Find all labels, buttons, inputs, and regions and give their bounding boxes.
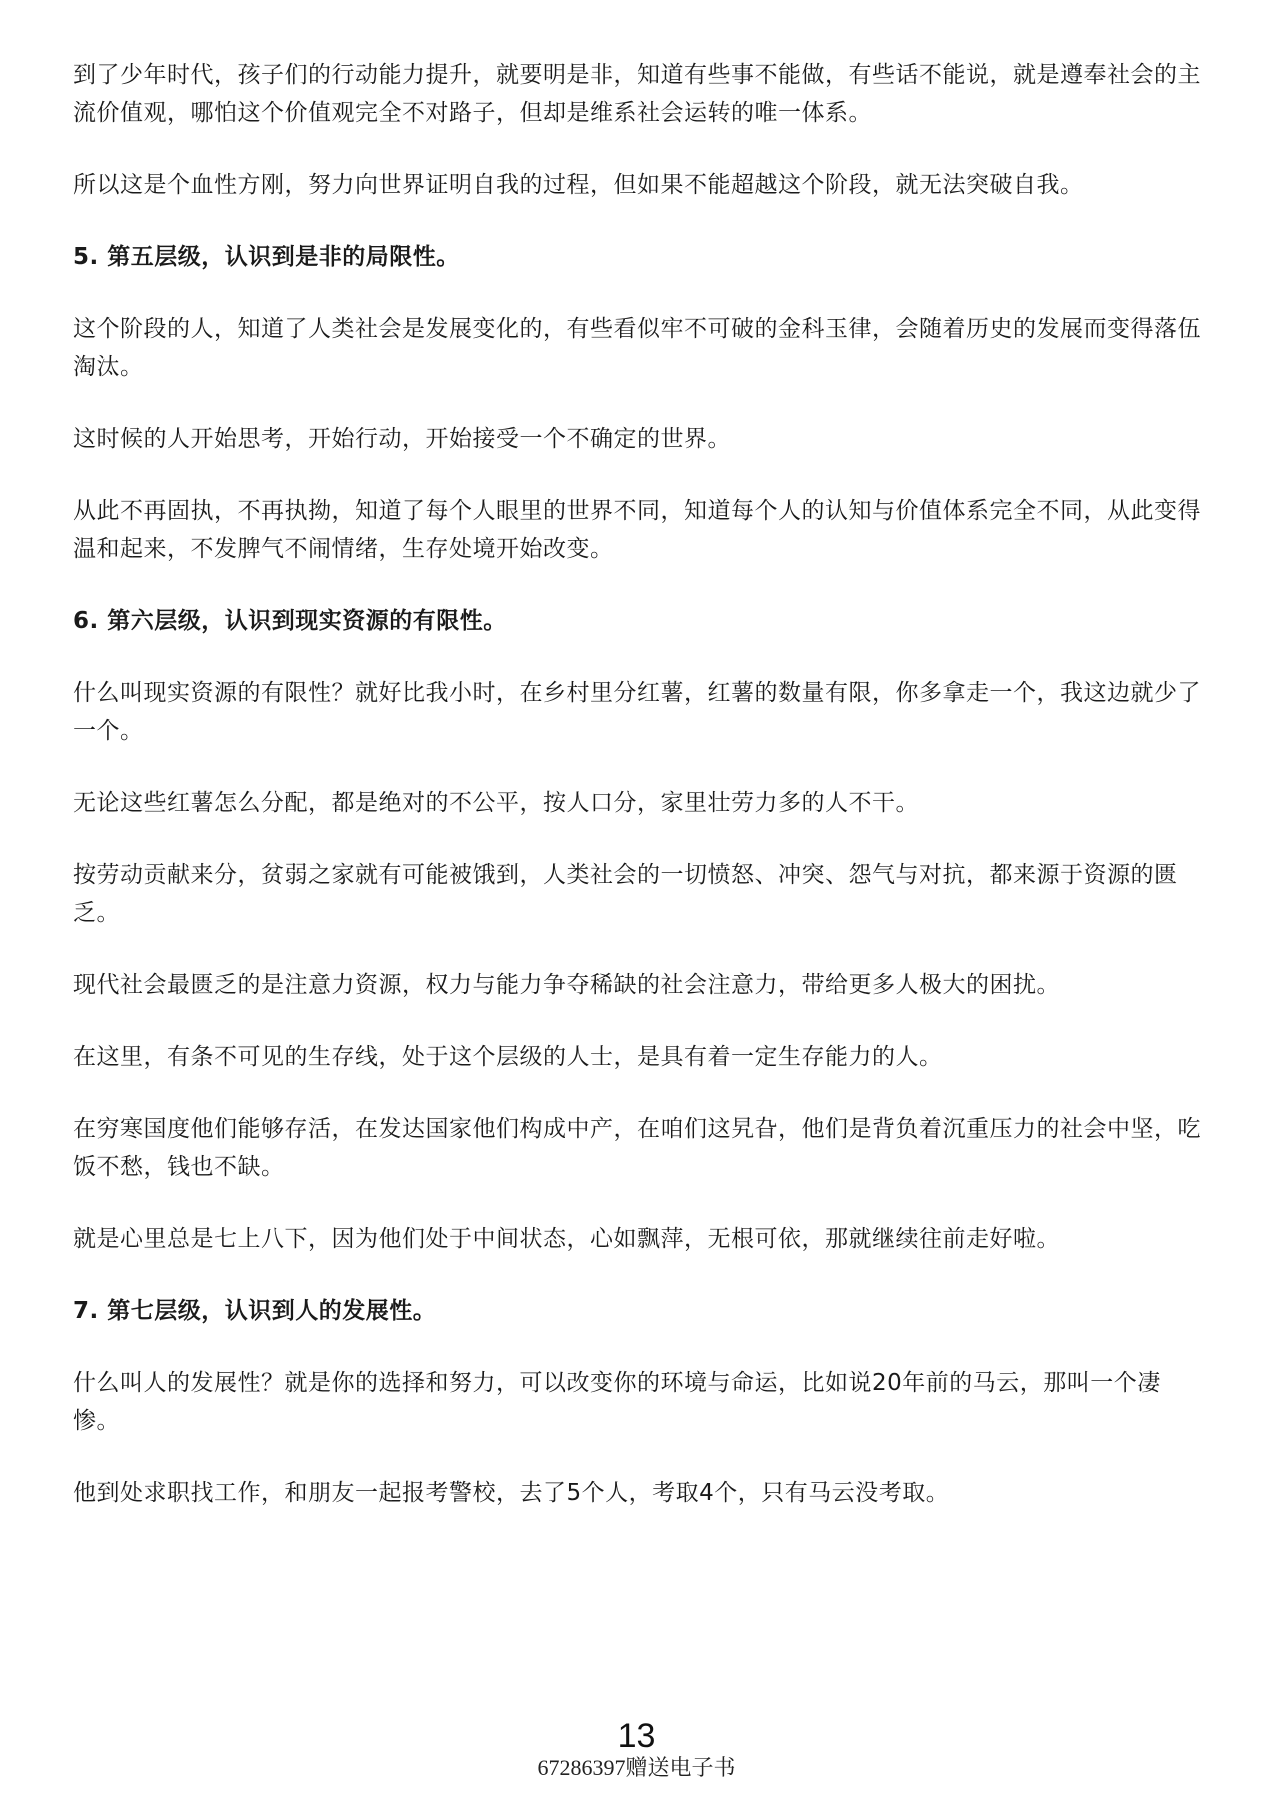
paragraph: 这个阶段的人，知道了人类社会是发展变化的，有些看似牢不可破的金科玉律，会随着历史的发展而变得落伍淘汰。 bbox=[73, 316, 1201, 380]
paragraph: 这时候的人开始思考，开始行动，开始接受一个不确定的世界。 bbox=[73, 426, 731, 452]
paragraph: 按劳动贡献来分，贫弱之家就有可能被饿到，人类社会的一切愤怒、冲突、怨气与对抗，都来源于资源的匮乏。 bbox=[73, 862, 1178, 926]
paragraph: 在穷寒国度他们能够存活，在发达国家他们构成中产，在咱们这旯旮，他们是背负着沉重压力的社会中坚，吃饭不愁，钱也不缺。 bbox=[73, 1116, 1201, 1180]
paragraph: 现代社会最匮乏的是注意力资源，权力与能力争夺稀缺的社会注意力，带给更多人极大的困扰。 bbox=[73, 972, 1060, 998]
paragraph: 什么叫人的发展性？就是你的选择和努力，可以改变你的环境与命运，比如说20年前的马云，那叫一个凄惨。 bbox=[73, 1370, 1161, 1434]
paragraph: 就是心里总是七上八下，因为他们处于中间状态，心如飘萍，无根可依，那就继续往前走好啦。 bbox=[73, 1226, 1060, 1252]
paragraph: 什么叫现实资源的有限性？就好比我小时，在乡村里分红薯，红薯的数量有限，你多拿走一个，我这边就少了一个。 bbox=[73, 680, 1201, 744]
paragraph: 从此不再固执，不再执拗，知道了每个人眼里的世界不同，知道每个人的认知与价值体系完全不同，从此变得温和起来，不发脾气不闹情绪，生存处境开始改变。 bbox=[73, 498, 1201, 562]
paragraph: 所以这是个血性方刚，努力向世界证明自我的过程，但如果不能超越这个阶段，就无法突破自我。 bbox=[73, 172, 1084, 198]
paragraph: 到了少年时代，孩子们的行动能力提升，就要明是非，知道有些事不能做，有些话不能说，就是遵奉社会的主流价值观，哪怕这个价值观完全不对路子，但却是维系社会运转的唯一体系。 bbox=[73, 62, 1201, 126]
section-heading: 6. 第六层级，认识到现实资源的有限性。 bbox=[73, 608, 507, 634]
paragraph: 在这里，有条不可见的生存线，处于这个层级的人士，是具有着一定生存能力的人。 bbox=[73, 1044, 943, 1070]
footer-note: 67286397赠送电子书 bbox=[537, 1755, 736, 1780]
paragraph: 无论这些红薯怎么分配，都是绝对的不公平，按人口分，家里壮劳力多的人不干。 bbox=[73, 790, 919, 816]
article-body bbox=[73, 56, 1203, 1546]
page-number: 13 bbox=[617, 1717, 656, 1755]
section-heading: 7. 第七层级，认识到人的发展性。 bbox=[73, 1298, 437, 1324]
section-heading: 5. 第五层级，认识到是非的局限性。 bbox=[73, 244, 460, 270]
paragraph: 他到处求职找工作，和朋友一起报考警校，去了5个人，考取4个，只有马云没考取。 bbox=[73, 1480, 950, 1506]
